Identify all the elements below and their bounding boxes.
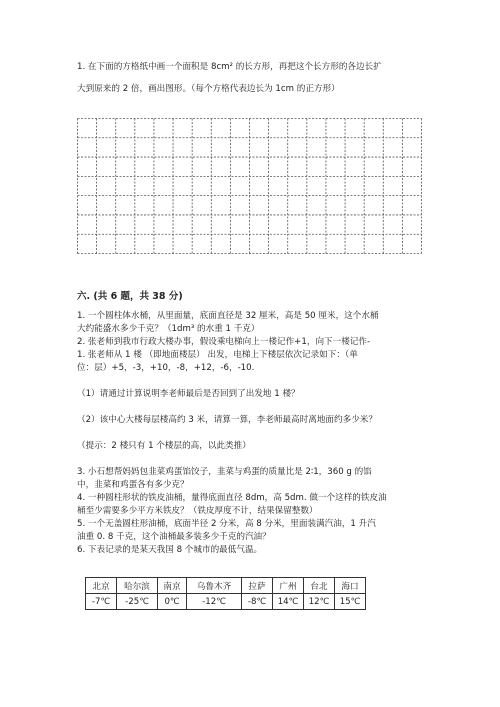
temp-cell: 0℃	[158, 594, 187, 610]
square-grid-paper[interactable]	[77, 118, 422, 254]
city-cell: 北京	[86, 578, 117, 594]
problem-3-line2: 中，韭菜和鸡蛋各有多少克？	[77, 480, 189, 490]
problem-4-line2: 桶至少需要多少平方米铁皮？（铁皮厚度不计，结果保留整数）	[77, 506, 318, 516]
problem-4-line1: 4. 一种圆柱形状的铁皮油桶，量得底面直径 8dm，高 5dm. 做一个这样的铁皮油	[77, 493, 387, 503]
temp-cell: 12℃	[304, 594, 335, 610]
problem-5-line1: 5. 一个无盖圆柱形油桶，底面半径 2 分米，高 8 分米，里面装满汽油，1 升汽	[77, 519, 376, 529]
city-cell: 海口	[335, 578, 366, 594]
problem-5-line2: 油重 0. 8 千克，这个油桶最多装多少千克的汽油？	[77, 532, 271, 542]
q1-text-line2: 大到原来的 2 倍，画出图形。（每个方格代表边长为 1cm 的正方形）	[77, 84, 340, 94]
temp-cell: 14℃	[273, 594, 304, 610]
city-cell: 南京	[158, 578, 187, 594]
problem-2-question-1: （1）请通过计算说明李老师最后是否回到了出发地 1 楼？	[77, 389, 300, 399]
problem-2-line1: 2. 张老师到我市行政大楼办事，假设乘电梯向上一楼记作+1，向下一楼记作-	[77, 337, 371, 347]
city-cell: 拉萨	[242, 578, 273, 594]
temp-cell: 15℃	[335, 594, 366, 610]
temp-cell: -7℃	[86, 594, 117, 610]
temp-cell: -8℃	[242, 594, 273, 610]
table-row-cities	[86, 578, 366, 594]
city-cell: 哈尔滨	[117, 578, 158, 594]
problem-6-line1: 6. 下表记录的是某天我国 8 个城市的最低气温。	[77, 545, 263, 555]
city-cell: 台北	[304, 578, 335, 594]
temperature-table	[85, 577, 366, 610]
section-six-title: 六. (共 6 题，共 38 分)	[77, 291, 183, 302]
problem-2-line3: 位：层）+5，-3，+10，-8，+12，-6，-10.	[77, 363, 255, 373]
grid-lines	[77, 118, 422, 254]
city-cell: 广州	[273, 578, 304, 594]
city-cell: 乌鲁木齐	[187, 578, 242, 594]
temp-cell: -12℃	[187, 594, 242, 610]
problem-2-line2: 1. 张老师从 1 楼 （即地面楼层） 出发，电梯上下楼层依次记录如下：（单	[77, 350, 358, 360]
q1-text-line1: 1. 在下面的方格纸中画一个面积是 8cm² 的长方形，再把这个长方形的各边长扩	[77, 62, 382, 72]
problem-2-hint: （提示：2 楼只有 1 个楼层的高，以此类推）	[77, 441, 251, 451]
problem-3-line1: 3. 小石想帮妈妈包韭菜鸡蛋馅饺子，韭菜与鸡蛋的质量比是 2∶1，360 g 的馅	[77, 467, 372, 477]
problem-2-question-2: （2）该中心大楼每层楼高约 3 米，请算一算，李老师最高时离地面约多少米？	[77, 415, 377, 425]
table-row-temps	[86, 594, 366, 610]
problem-1-line2: 大约能盛水多少千克？（1dm³ 的水重 1 千克）	[77, 324, 260, 334]
temp-cell: -25℃	[117, 594, 158, 610]
problem-1-line1: 1. 一个圆柱体水桶，从里面量，底面直径是 32 厘米，高是 50 厘米，这个水桶	[77, 311, 379, 321]
